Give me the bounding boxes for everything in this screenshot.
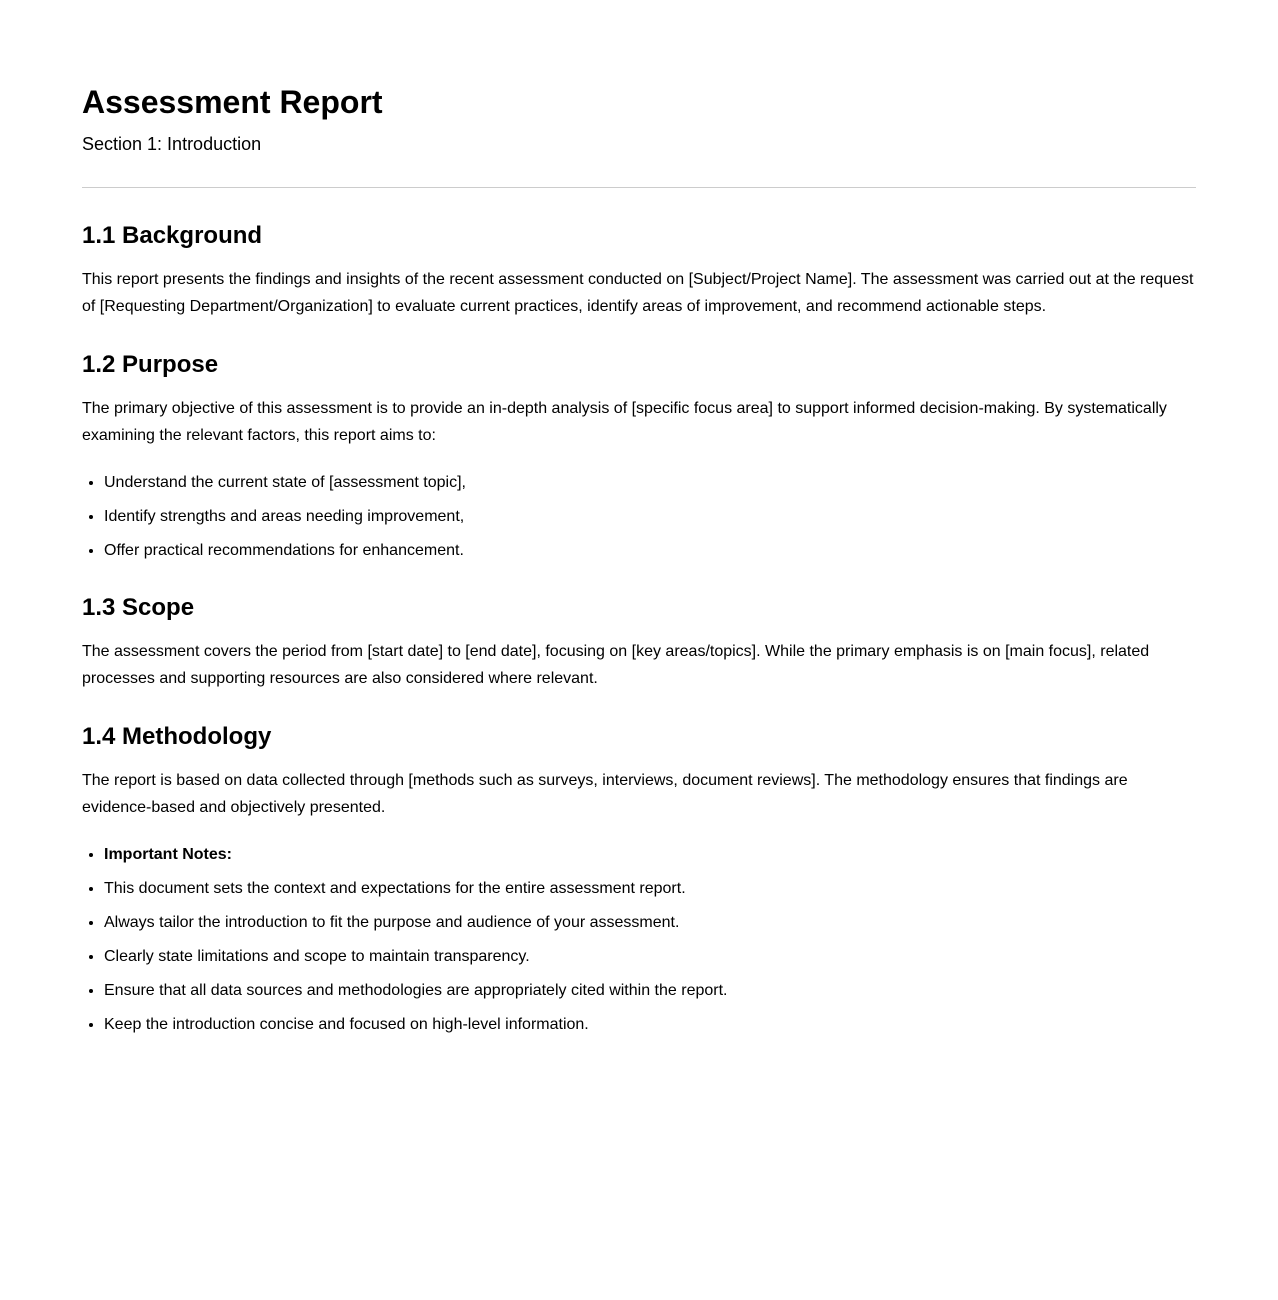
section-heading-methodology: 1.4 Methodology (82, 723, 272, 750)
background-paragraph: This report presents the findings and insights of the recent assessment conducted on [Subject/Project Name]. The assessment was carried out at the request of [Requesting Department/Organization] to evaluate current practices, identify areas of improvement, and recommend actionable steps. (82, 271, 1194, 315)
page-title: Assessment Report (82, 84, 383, 120)
section-heading-background: 1.1 Background (82, 222, 263, 249)
scope-paragraph: The assessment covers the period from [start date] to [end date], focusing on [key areas/topics]. While the primary emphasis is on [main focus], related processes and supporting resources are also considered where relevant. (82, 643, 1150, 687)
list-item: • Understand the current state of [assessment topic], (104, 471, 1196, 495)
document-page (82, 0, 1196, 1037)
list-item: • Offer practical recommendations for enhancement. (104, 539, 1196, 563)
section-heading-scope: 1.3 Scope (82, 594, 195, 621)
list-item: • Clearly state limitations and scope to maintain transparency. (104, 945, 1196, 969)
notes-label: • Important Notes: (104, 843, 1196, 867)
notes-bullet-list (82, 843, 1196, 1037)
list-item: • Ensure that all data sources and methodologies are appropriately cited within the report. (104, 979, 1196, 1003)
purpose-bullet-list (82, 471, 1196, 563)
header-divider (82, 187, 1196, 188)
list-item: • Always tailor the introduction to fit the purpose and audience of your assessment. (104, 911, 1196, 935)
list-item: • Keep the introduction concise and focused on high-level information. (104, 1013, 1196, 1037)
methodology-paragraph: The report is based on data collected through [methods such as surveys, interviews, document reviews]. The methodology ensures that findings are evidence-based and objectively presented. (82, 772, 1128, 816)
page-subtitle: Section 1: Introduction (82, 134, 262, 154)
section-heading-purpose: 1.2 Purpose (82, 351, 219, 378)
purpose-paragraph: The primary objective of this assessment is to provide an in-depth analysis of [specific focus area] to support informed decision-making. By systematically examining the relevant factors, this report aims to: (82, 400, 1167, 444)
list-item: • Identify strengths and areas needing improvement, (104, 505, 1196, 529)
list-item: • This document sets the context and expectations for the entire assessment report. (104, 877, 1196, 901)
